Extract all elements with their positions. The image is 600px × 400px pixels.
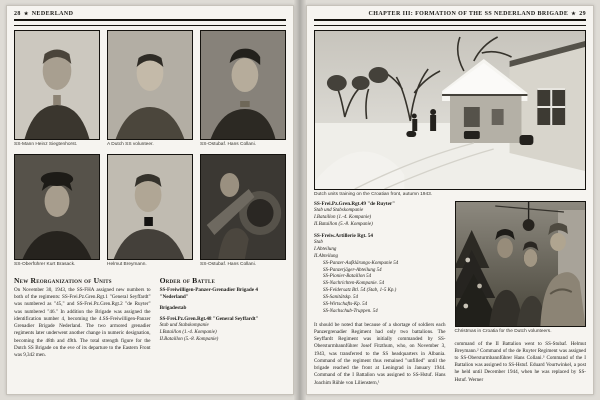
reorg-paragraph: On November 30, 1943, the SS-FHA assigned new numbers to both of the regiments: SS-Frei.Pz.Gren.Rgt.1 "General Seyffardt" was numbered as "45," and SS-Frei.Pz.Gren.Rgt.2 "de Ruyter" was numbered "46." In addition the Brigade was assigned the identification number 4, becoming the 4.SS-Freiwilligen-Panzer Grenadier Brigade Nederland. The two armored grenadier regiments later underwent another change in numeric designation, becoming the 48th and 49th. The total strength figure for the Dutch SS Brigade on the eve of its departure to the Eastern Front was 9,342 men. bbox=[14, 287, 151, 358]
portrait-cell bbox=[200, 30, 286, 147]
oob-line: Stab und Stabskompanie bbox=[314, 208, 364, 214]
portrait-cell bbox=[14, 30, 100, 147]
oob-line: Stab und Stabskompanie bbox=[159, 323, 209, 329]
photo-caption: SS-Ostubaf. Hans Collani. bbox=[200, 261, 256, 267]
portrait-illustration bbox=[201, 155, 285, 259]
oob-line: I.Bataillon (1.-4. Kompanie) bbox=[159, 329, 217, 335]
photo-caption: Christmas in Croatia for the Dutch volunteers. bbox=[454, 328, 552, 334]
header-rule bbox=[314, 19, 586, 26]
portrait-photo-2 bbox=[107, 30, 193, 140]
running-head-title: NEDERLAND bbox=[31, 11, 74, 17]
photo-caption: SS-Mann Heinz Siegtenhorst. bbox=[14, 141, 78, 147]
oob-line: II.Bataillon (5.-8. Kompanie) bbox=[159, 336, 219, 342]
portrait-cell bbox=[107, 30, 193, 147]
oob-line: Stab bbox=[314, 239, 323, 245]
oob-line: I.Bataillon (1.-4. Kompanie) bbox=[314, 215, 372, 221]
running-head-left bbox=[14, 11, 286, 17]
portrait-illustration bbox=[15, 155, 99, 259]
portrait-photo-5 bbox=[107, 154, 193, 260]
section-title: Order of Battle bbox=[159, 275, 216, 285]
section-title: New Reorganization of Units bbox=[14, 275, 112, 285]
oob-subunit: SS-Pionier-Bataillon 54 bbox=[323, 274, 372, 280]
commanders-paragraph-1: It should be noted that because of a shortage of soldiers each Panzergrenadier Regiment had only two battalions. The Seyffardt Regiment was initially commanded by SS-Obersturmbannführer Josef Fitzthum, who, on November 3, 1943, was transferred to the SS headquarters in Albania. Command of the regiment thus remained "unfilled" until the brigade reached the front at Leningrad in January 1944. Command of the I Battalion was assigned to SS-Hstuf. Hans Joachim Rühle von Lilienstern,¹ bbox=[314, 321, 446, 386]
portrait-cell bbox=[107, 154, 193, 267]
commanders-paragraph-2: command of the II Battalion went to SS-Stubaf. Helmut Breymann.² Command of the de Ruyter Regiment was assigned to SS-Obersturmbannführer Hans Collani.³ Command of the I Battalion was assigned to SS-Hstuf. Eduard Vourtwinkel, a post he held until December 1944, when he was replaced by SS-Hstuf. Werner bbox=[454, 340, 586, 383]
oob-rgt49: SS-Frei.Pz.Gren.Rgt.49 "de Ruyter" bbox=[314, 201, 396, 208]
page-gutter bbox=[294, 0, 306, 400]
left-page-text-columns bbox=[14, 276, 286, 360]
star-icon: ★ bbox=[571, 11, 577, 17]
oob-rgt48: SS-Frei.Pz.Gren.Rgt.48 "General Seyffardt" bbox=[159, 316, 259, 323]
page-left bbox=[6, 5, 294, 395]
oob-subunit: SS-Panzer-Aufklärungs-Kompanie 54 bbox=[323, 260, 399, 266]
portrait-illustration bbox=[15, 31, 99, 139]
oob-subunit: SS-Nachrichten-Kompanie. 54 bbox=[323, 281, 385, 287]
order-of-battle-section bbox=[160, 276, 286, 360]
winter-scene-illustration bbox=[315, 31, 585, 189]
oob-continued-column bbox=[314, 201, 446, 386]
oob-subunit: SS-Sanitätskp. 54 bbox=[323, 295, 358, 301]
header-rule bbox=[14, 19, 286, 26]
running-head-title: CHAPTER III: FORMATION OF THE SS NEDERLAND BRIGADE bbox=[368, 11, 569, 17]
oob-subunit: SS-Wirtschafts-Kp. 54 bbox=[323, 301, 368, 307]
portrait-photo-3 bbox=[200, 30, 286, 140]
portrait-grid-row1 bbox=[14, 30, 286, 150]
winter-training-photo bbox=[314, 30, 586, 190]
photo-caption: Dutch units training on the Croatian front, autumn 1943. bbox=[314, 191, 433, 197]
christmas-photo bbox=[455, 201, 587, 327]
oob-art54: SS-Freiw.Artillerie Rgt. 54 bbox=[314, 232, 373, 239]
oob-line: I.Abteilung bbox=[314, 246, 337, 252]
portrait-grid-row2 bbox=[14, 154, 286, 270]
oob-subunit: SS-Nachschub-Truppen. 54 bbox=[323, 308, 378, 314]
portrait-illustration bbox=[108, 31, 192, 139]
portrait-photo-4 bbox=[14, 154, 100, 260]
portrait-photo-1 bbox=[14, 30, 100, 140]
oob-line: II.Abteilung bbox=[314, 253, 339, 259]
page-number-left: 28 bbox=[14, 11, 21, 17]
portrait-illustration bbox=[108, 155, 192, 259]
running-head-right bbox=[314, 11, 586, 17]
photo-caption: Helmut Breymann. bbox=[107, 261, 147, 267]
page-right bbox=[306, 5, 594, 395]
portrait-cell bbox=[200, 154, 286, 267]
photo-caption: A Dutch SS volunteer. bbox=[107, 141, 154, 147]
oob-brigade: SS-Freiwilligen-Panzer-Grenadier Brigade 4 "Nederland" bbox=[159, 287, 258, 301]
portrait-cell bbox=[14, 154, 100, 267]
portrait-illustration bbox=[201, 31, 285, 139]
page-number-right: 29 bbox=[579, 11, 586, 17]
right-column bbox=[455, 201, 587, 386]
star-icon: ★ bbox=[23, 11, 29, 17]
portrait-photo-6 bbox=[200, 154, 286, 260]
photo-caption: SS-Ostubaf. Hans Collani. bbox=[200, 141, 256, 147]
oob-subunit: SS-Panzerjäger-Abteilung 54 bbox=[323, 267, 382, 273]
oob-brigadestab: Brigadestab bbox=[159, 305, 187, 312]
oob-subunit: SS-Feldersatz Btl. 54 (Stab, 1-5 Kp.) bbox=[323, 288, 397, 294]
oob-line: II.Bataillon (5.-8. Kompanie) bbox=[314, 222, 373, 228]
reorg-section bbox=[14, 276, 151, 360]
photo-caption: SS-Oberführer Kurt Brasack. bbox=[14, 261, 76, 267]
christmas-scene-illustration bbox=[456, 202, 586, 326]
